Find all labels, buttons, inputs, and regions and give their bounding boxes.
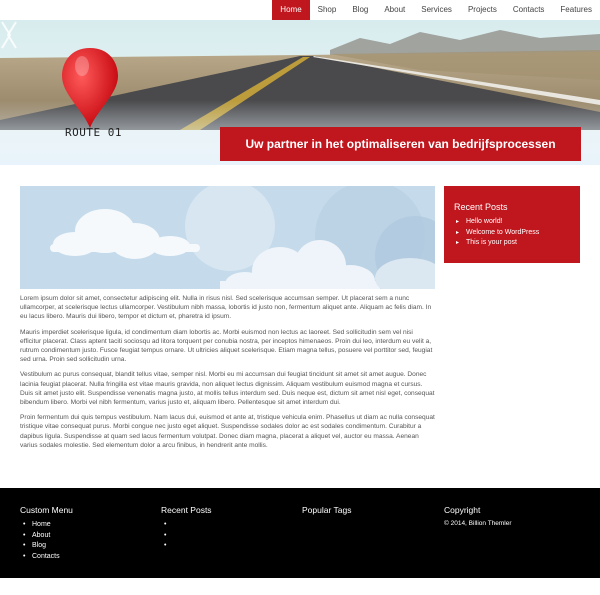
main-content [20,186,435,450]
nav-services[interactable]: Services [413,0,460,20]
footer-recent-post-item[interactable] [161,531,212,542]
nav-home[interactable]: Home [272,0,309,20]
footer-copyright-title: Copyright [444,505,481,515]
footer-menu-item-home[interactable]: • Home [20,520,73,531]
nav-blog[interactable]: Blog [344,0,376,20]
footer-popular-tags [302,505,351,520]
recent-post-link[interactable]: ▸ Hello world! [454,217,570,228]
footer-recent-posts-title: Recent Posts [161,505,212,515]
post-paragraph: Vestibulum ac purus consequat, blandit tellus vitae, semper nisl. Morbi eu mi accumsan dui feugiat tincidunt sit amet sit amet augue. Donec lacinia feugiat placerat. Nulla fringilla est vitae mauris gravida, non aliquet lectus dignissim. Aliquam vestibulum euismod magna et cursus. Duis sit amet justo elit. Suspendisse venenatis magna justo, at mollis tellus interdum sed. Duis neque est, dictum sit amet nisl eget, consequat bibendum libero. Morbi vel nibh fermentum, varius justo et, aliquam libero. Pellentesque sit amet interdum dui. [20,371,435,407]
main-nav [272,0,600,20]
post-paragraph: Mauris imperdiet scelerisque ligula, id condimentum diam lobortis ac. Morbi euismod non lectus ac laoreet. Sed sollicitudin sem vel nisi efficitur placerat. Class aptent taciti sociosqu ad litora torquent per conubia nostra, per inceptos himenaeos. Proin dui leo, interdum eu velit a, rutrum condimentum justo. Fusce feugiat tempus ornare. Ut ultricies aliquet scelerisque. Etiam magna tellus, posuere vel porttitor sed, feugiat sed urna. Proin sed sollicitudin urna. [20,328,433,364]
nav-features[interactable]: Features [552,0,600,20]
chevron-right-icon[interactable] [0,20,12,50]
post-paragraph: Proin fermentum dui quis tempus vestibulum. Nam lacus dui, euismod et ante at, tristique vehicula enim. Phasellus ut diam ac nulla consequat tristique vitae consequat purus. Morbi congue nec justo eget aliquet. Suspendisse sodales dolor ac est sodales condimentum. Curabitur a dapibus ligula. Suspendisse at quam sed lacus fermentum volutpat. Donec diam magna, placerat a aliquet vel, auctor eu massa. Aenean varius sodales molestie. Sed elementum dolor a arcu finibus, in hendrerit ante mollis. [20,414,435,449]
route-label: ROUTE 01 [65,126,122,139]
footer-menu-item-contacts[interactable]: • Contacts [20,552,73,563]
footer-recent-post-item[interactable] [161,520,212,531]
nav-about[interactable]: About [376,0,413,20]
recent-post-link[interactable]: ▸ This is your post [454,238,570,249]
nav-projects[interactable]: Projects [460,0,505,20]
footer-custom-menu-title: Custom Menu [20,505,73,515]
post-body [20,294,435,450]
footer [0,488,600,578]
footer-popular-tags-title: Popular Tags [302,505,352,515]
nav-contacts[interactable]: Contacts [505,0,553,20]
post-paragraph: Lorem ipsum dolor sit amet, consectetur adipiscing elit. Nulla in risus nisl. Sed scelerisque accumsan semper. Ut placerat sem a nunc ullamcorper, at scelerisque lectus ullamcorper. Vestibulum nibh massa, lobortis id justo non, fermentum aliquet ante. Aliquam ac felis diam. In eu lacus libero. Mauris dui libero, tempor et dictum et, pharetra id ipsum. [20,295,432,321]
footer-recent-post-item[interactable] [161,541,212,552]
hero-tagline: Uw partner in het optimaliseren van bedrijfsprocessen [220,127,581,161]
post-featured-image [20,186,435,289]
footer-menu-item-blog[interactable]: • Blog [20,541,73,552]
copyright-text: © 2014, Billion Themler [444,520,512,527]
recent-posts-widget [444,186,580,263]
footer-menu-item-about[interactable]: • About [20,531,73,542]
recent-post-link[interactable]: ▸ Welcome to WordPress [454,228,570,239]
widget-title: Recent Posts [454,202,508,212]
hero-slider [0,20,600,165]
footer-copyright [444,505,512,527]
footer-recent-posts [161,505,212,552]
footer-custom-menu [20,505,73,562]
nav-shop[interactable]: Shop [310,0,345,20]
